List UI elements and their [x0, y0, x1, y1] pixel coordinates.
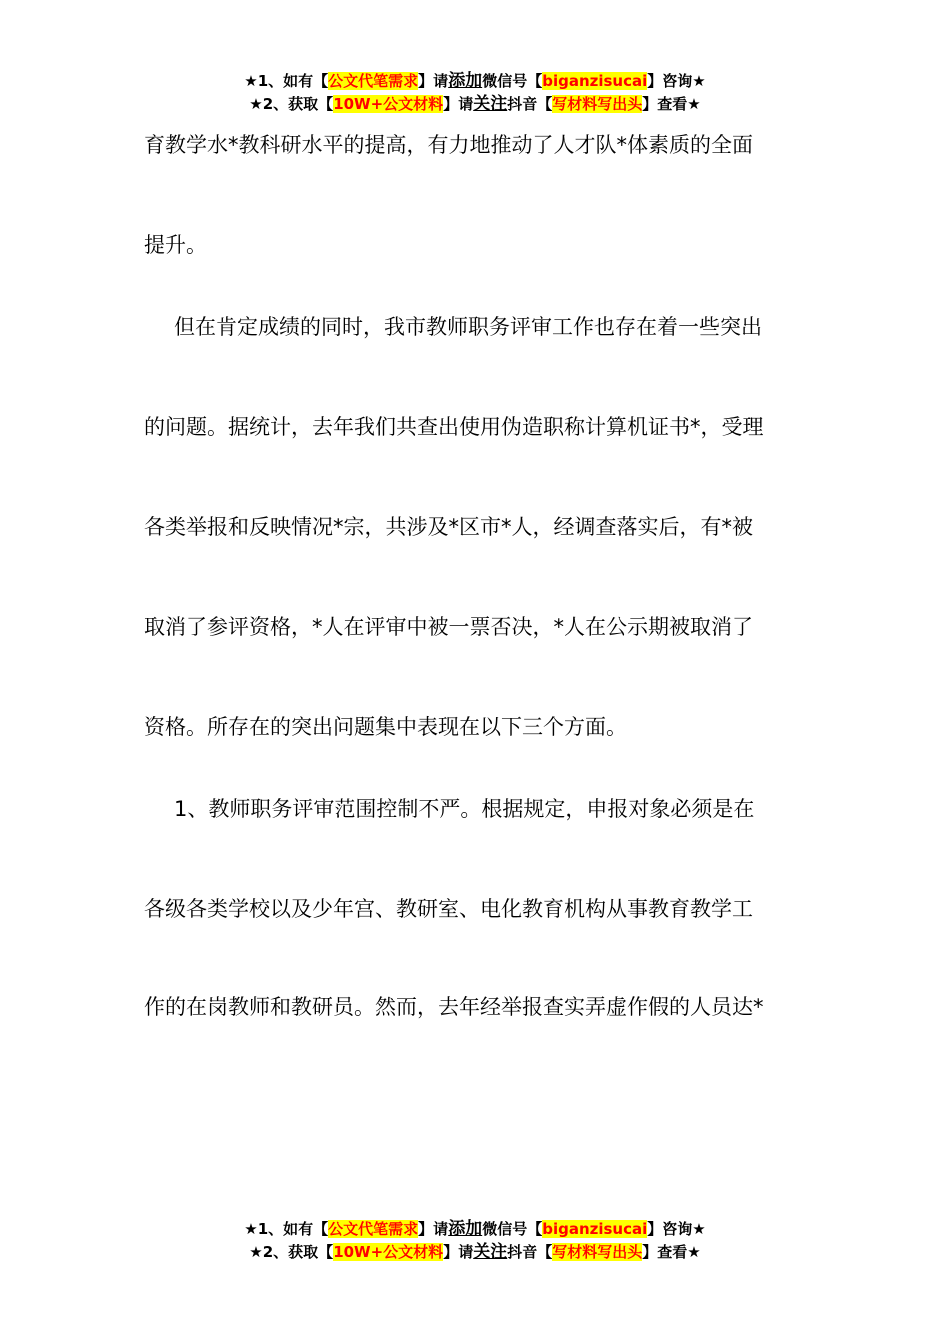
highlight-douyin-account: 写材料写出头	[552, 1243, 643, 1261]
paragraph-line: 资格。所存在的突出问题集中表现在以下三个方面。	[144, 715, 627, 739]
banner-text: 抖音【	[507, 1243, 553, 1261]
banner-text: 微信号【	[482, 72, 543, 90]
banner-text: 】请	[443, 95, 474, 113]
banner-text: 】请	[443, 1243, 474, 1261]
banner-text: 】请	[418, 72, 449, 90]
footer-line-2	[0, 1241, 950, 1264]
banner-text: ★1、如有【	[244, 1220, 329, 1238]
highlight-ghostwriting: 公文代笔需求	[328, 72, 419, 90]
emphasis-add: 添加	[448, 71, 483, 91]
paragraph-line: 各类举报和反映情况*宗，共涉及*区市*人，经调查落实后，有*被	[144, 515, 753, 539]
banner-text: ★2、获取【	[249, 95, 334, 113]
banner-text: 】请	[418, 1220, 449, 1238]
emphasis-follow: 关注	[473, 94, 508, 114]
banner-text: 】咨询★	[647, 72, 706, 90]
highlight-materials: 10W+公文材料	[333, 1243, 444, 1261]
highlight-materials: 10W+公文材料	[333, 95, 444, 113]
paragraph-line: 提升。	[144, 233, 207, 257]
highlight-douyin-account: 写材料写出头	[552, 95, 643, 113]
paragraph-line: 的问题。据统计，去年我们共查出使用伪造职称计算机证书*，受理	[144, 415, 764, 439]
highlight-wechat-id: biganzisucai	[542, 72, 648, 90]
footer-banner	[0, 1218, 950, 1264]
banner-text: 】查看★	[642, 95, 701, 113]
highlight-ghostwriting: 公文代笔需求	[328, 1220, 419, 1238]
paragraph-line: 育教学水*教科研水平的提高，有力地推动了人才队*体素质的全面	[144, 133, 753, 157]
banner-text: 】查看★	[642, 1243, 701, 1261]
paragraph-line: 1、教师职务评审范围控制不严。根据规定，申报对象必须是在	[174, 797, 755, 821]
banner-text: ★1、如有【	[244, 72, 329, 90]
banner-text: ★2、获取【	[249, 1243, 334, 1261]
header-line-2	[0, 93, 950, 116]
header-banner	[0, 70, 950, 116]
paragraph-line: 各级各类学校以及少年宫、教研室、电化教育机构从事教育教学工	[144, 897, 753, 921]
highlight-wechat-id: biganzisucai	[542, 1220, 648, 1238]
banner-text: 抖音【	[507, 95, 553, 113]
header-line-1	[0, 70, 950, 93]
paragraph-line: 取消了参评资格，*人在评审中被一票否决，*人在公示期被取消了	[144, 615, 753, 639]
banner-text: 】咨询★	[647, 1220, 706, 1238]
footer-line-1	[0, 1218, 950, 1241]
emphasis-add: 添加	[448, 1219, 483, 1239]
emphasis-follow: 关注	[473, 1242, 508, 1262]
paragraph-line: 作的在岗教师和教研员。然而，去年经举报查实弄虚作假的人员达*	[144, 995, 764, 1019]
paragraph-line: 但在肯定成绩的同时，我市教师职务评审工作也存在着一些突出	[174, 315, 762, 339]
banner-text: 微信号【	[482, 1220, 543, 1238]
